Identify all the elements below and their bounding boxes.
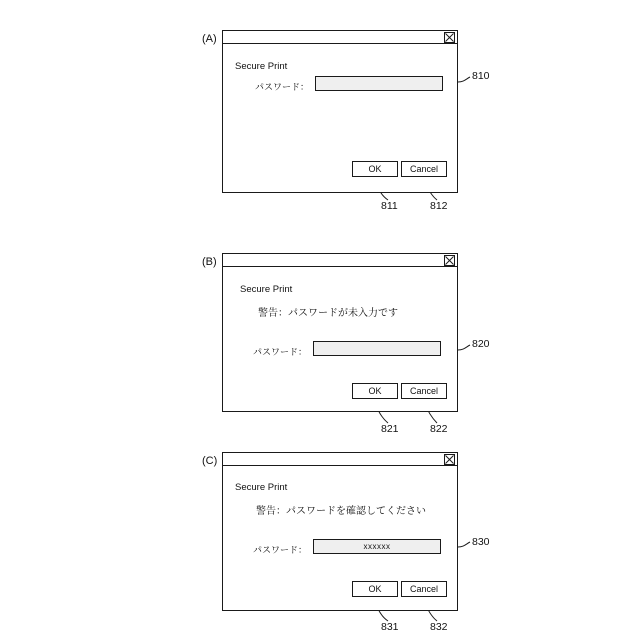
password-input-b[interactable] — [313, 341, 441, 356]
dialog-a[interactable] — [222, 30, 458, 193]
panel-label-a: (A) — [202, 33, 217, 45]
ref-cancel-b: 822 — [430, 423, 448, 435]
close-icon[interactable] — [444, 454, 455, 465]
dialog-title-a: Secure Print — [235, 61, 288, 72]
cancel-button-b[interactable]: Cancel — [401, 383, 447, 399]
dialog-c[interactable] — [222, 452, 458, 611]
ref-ok-a: 811 — [381, 200, 398, 212]
panel-label-b: (B) — [202, 256, 217, 268]
ref-ok-c: 831 — [381, 621, 399, 633]
ok-button-a[interactable]: OK — [352, 161, 398, 177]
password-label-b: パスワード： — [253, 347, 308, 357]
titlebar-c — [223, 453, 457, 466]
titlebar-a — [223, 31, 457, 44]
ref-cancel-a: 812 — [430, 200, 448, 212]
close-icon[interactable] — [444, 255, 455, 266]
password-label-c: パスワード： — [253, 545, 308, 555]
dialog-b[interactable] — [222, 253, 458, 412]
ok-button-b[interactable]: OK — [352, 383, 398, 399]
cancel-button-a[interactable]: Cancel — [401, 161, 447, 177]
panel-label-c: (C) — [202, 455, 218, 467]
password-label-a: パスワード： — [255, 82, 310, 92]
ok-button-c[interactable]: OK — [352, 581, 398, 597]
dialog-title-b: Secure Print — [240, 284, 293, 295]
titlebar-b — [223, 254, 457, 267]
cancel-button-c[interactable]: Cancel — [401, 581, 447, 597]
password-input-c[interactable] — [313, 539, 441, 554]
ref-cancel-c: 832 — [430, 621, 448, 633]
ref-dialog-a: 810 — [472, 70, 490, 82]
close-icon[interactable] — [444, 32, 455, 43]
ref-dialog-c: 830 — [472, 536, 490, 548]
dialog-title-c: Secure Print — [235, 482, 288, 493]
warning-text-b: 警告：パスワードが未入力です — [258, 308, 398, 319]
ref-ok-b: 821 — [381, 423, 399, 435]
password-input-a[interactable] — [315, 76, 443, 91]
warning-text-c: 警告：パスワードを確認してください — [256, 506, 426, 517]
ref-dialog-b: 820 — [472, 338, 490, 350]
